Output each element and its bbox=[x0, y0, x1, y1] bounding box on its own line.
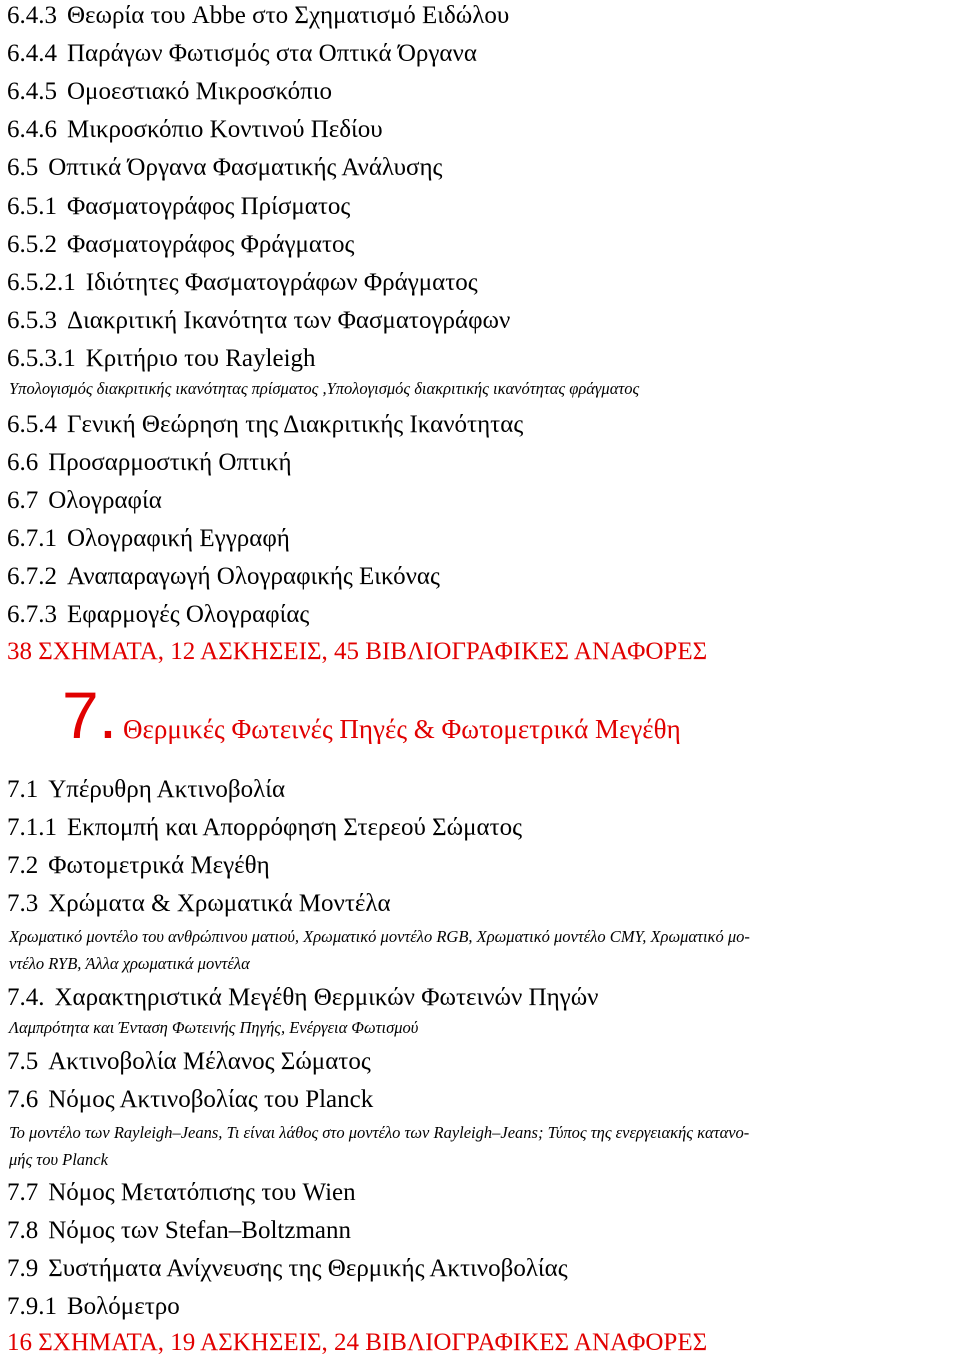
toc-entry-6-5 bbox=[7, 155, 442, 180]
toc-number: 6.5.2 bbox=[7, 231, 57, 258]
chapter-6-summary: 38 ΣΧΗΜΑΤΑ, 12 ΑΣΚΗΣΕΙΣ, 45 ΒΙΒΛΙΟΓΡΑΦΙΚΕΣ ΑΝΑΦΟΡΕΣ bbox=[7, 638, 708, 665]
toc-subtopics-planck: Το μοντέλο των Rayleigh–Jeans, Τι είναι λάθος στο μοντέλο των Rayleigh–Jeans; Τύπος της ενεργειακής κατανο- μής του Planck bbox=[9, 1123, 750, 1169]
toc-entry-7-8 bbox=[7, 1218, 351, 1243]
toc-title: Διακριτική Ικανότητα των Φασματογράφων bbox=[67, 307, 511, 334]
toc-number: 6.4.4 bbox=[7, 40, 57, 67]
toc-title: Νόμος των Stefan–Boltzmann bbox=[48, 1217, 351, 1244]
toc-title: Αναπαραγωγή Ολογραφικής Εικόνας bbox=[67, 563, 440, 590]
toc-title: Παράγων Φωτισμός στα Οπτικά Όργανα bbox=[67, 40, 477, 67]
toc-title: Μικροσκόπιο Κοντινού Πεδίου bbox=[67, 116, 383, 143]
toc-entry-6-4-6 bbox=[7, 117, 383, 142]
toc-title: Ιδιότητες Φασματογράφων Φράγματος bbox=[85, 269, 478, 296]
toc-number: 6.6 bbox=[7, 449, 39, 476]
chapter-number: 7. bbox=[62, 678, 118, 752]
toc-title: Εφαρμογές Ολογραφίας bbox=[67, 601, 310, 628]
toc-title: Εκπομπή και Απορρόφηση Στερεού Σώματος bbox=[67, 814, 523, 841]
toc-number: 6.4.3 bbox=[7, 2, 57, 29]
toc-entry-6-7-3 bbox=[7, 602, 309, 627]
toc-entry-7-5 bbox=[7, 1049, 371, 1074]
toc-entry-6-4-4 bbox=[7, 41, 477, 66]
toc-title: Βολόμετρο bbox=[67, 1293, 180, 1320]
toc-entry-6-7 bbox=[7, 488, 162, 513]
toc-title: Κριτήριο του Rayleigh bbox=[85, 345, 316, 372]
toc-number: 6.5.2.1 bbox=[7, 269, 76, 296]
toc-number: 6.5.3 bbox=[7, 307, 57, 334]
toc-number: 7.3 bbox=[7, 890, 39, 917]
toc-number: 6.7.3 bbox=[7, 601, 57, 628]
toc-title: Οπτικά Όργανα Φασματικής Ανάλυσης bbox=[48, 154, 443, 181]
toc-title: Ολογραφική Εγγραφή bbox=[67, 525, 290, 552]
toc-title: Νόμος Ακτινοβολίας του Planck bbox=[48, 1086, 374, 1113]
toc-entry-6-6 bbox=[7, 450, 292, 475]
chapter-7-heading bbox=[62, 678, 681, 752]
toc-number: 7.8 bbox=[7, 1217, 39, 1244]
toc-title: Φωτομετρικά Μεγέθη bbox=[48, 852, 270, 879]
toc-entry-6-5-1 bbox=[7, 194, 350, 219]
toc-entry-6-5-2-1 bbox=[7, 270, 478, 295]
toc-entry-7-7 bbox=[7, 1180, 356, 1205]
chapter-title: Θερμικές Φωτεινές Πηγές & Φωτομετρικά Μεγέθη bbox=[123, 714, 681, 744]
toc-subtopics-colour-models: Χρωματικό μοντέλο του ανθρώπινου ματιού, Χρωματικό μοντέλο RGB, Χρωματικό μοντέλο CMY, Χρωματικό μο- ντέλο RYB, Άλλα χρωματικά μοντέλα bbox=[9, 927, 750, 973]
toc-entry-6-5-3 bbox=[7, 308, 510, 333]
toc-entry-7-1-1 bbox=[7, 815, 522, 840]
toc-entry-6-5-2 bbox=[7, 232, 354, 257]
toc-number: 6.5.3.1 bbox=[7, 345, 76, 372]
toc-number: 6.7.2 bbox=[7, 563, 57, 590]
toc-number: 7.7 bbox=[7, 1179, 39, 1206]
toc-entry-6-7-2 bbox=[7, 564, 440, 589]
toc-number: 7.5 bbox=[7, 1048, 39, 1075]
toc-title: Προσαρμοστική Οπτική bbox=[48, 449, 292, 476]
toc-entry-7-6 bbox=[7, 1087, 373, 1112]
toc-title: Νόμος Μετατόπισης του Wien bbox=[48, 1179, 356, 1206]
toc-entry-6-5-4 bbox=[7, 412, 523, 437]
toc-title: Ομοεστιακό Μικροσκόπιο bbox=[67, 78, 333, 105]
toc-subtopics: Υπολογισμός διακριτικής ικανότητας πρίσματος ,Υπολογισμός διακριτικής ικανότητας φράγματος bbox=[9, 379, 640, 398]
chapter-7-summary: 16 ΣΧΗΜΑΤΑ, 19 ΑΣΚΗΣΕΙΣ, 24 ΒΙΒΛΙΟΓΡΑΦΙΚΕΣ ΑΝΑΦΟΡΕΣ bbox=[7, 1329, 708, 1356]
toc-number: 6.5 bbox=[7, 154, 39, 181]
toc-entry-6-4-3 bbox=[7, 3, 509, 28]
toc-number: 6.7 bbox=[7, 487, 39, 514]
toc-title: Γενική Θεώρηση της Διακριτικής Ικανότητας bbox=[67, 411, 524, 438]
toc-number: 6.7.1 bbox=[7, 525, 57, 552]
toc-entry-7-9-1 bbox=[7, 1294, 180, 1319]
toc-entry-7-9 bbox=[7, 1256, 568, 1281]
toc-number: 6.4.5 bbox=[7, 78, 57, 105]
toc-number: 7.9 bbox=[7, 1255, 39, 1282]
toc-entry-7-2 bbox=[7, 853, 270, 878]
toc-number: 7.1 bbox=[7, 776, 39, 803]
toc-entry-7-3 bbox=[7, 891, 391, 916]
toc-number: 7.4. bbox=[7, 984, 45, 1011]
toc-title: Φασματογράφος Φράγματος bbox=[67, 231, 355, 258]
toc-entry-7-1 bbox=[7, 777, 285, 802]
toc-entry-6-5-3-1 bbox=[7, 346, 316, 371]
toc-title: Ακτινοβολία Μέλανος Σώματος bbox=[48, 1048, 371, 1075]
toc-title: Υπέρυθρη Ακτινοβολία bbox=[48, 776, 286, 803]
toc-number: 7.1.1 bbox=[7, 814, 57, 841]
toc-title: Συστήματα Ανίχνευσης της Θερμικής Ακτινοβολίας bbox=[48, 1255, 568, 1282]
toc-title: Θεωρία του Abbe στο Σχηματισμό Ειδώλου bbox=[67, 2, 510, 29]
toc-title: Χρώματα & Χρωματικά Μοντέλα bbox=[48, 890, 391, 917]
toc-number: 6.5.4 bbox=[7, 411, 57, 438]
toc-number: 6.4.6 bbox=[7, 116, 57, 143]
toc-entry-7-4 bbox=[7, 985, 598, 1010]
toc-number: 7.2 bbox=[7, 852, 39, 879]
toc-title: Φασματογράφος Πρίσματος bbox=[67, 193, 351, 220]
toc-title: Ολογραφία bbox=[48, 487, 162, 514]
toc-number: 6.5.1 bbox=[7, 193, 57, 220]
toc-entry-6-7-1 bbox=[7, 526, 290, 551]
toc-subtopics-luminance: Λαμπρότητα και Ένταση Φωτεινής Πηγής, Ενέργεια Φωτισμού bbox=[9, 1018, 419, 1037]
toc-entry-6-4-5 bbox=[7, 79, 332, 104]
toc-number: 7.6 bbox=[7, 1086, 39, 1113]
toc-number: 7.9.1 bbox=[7, 1293, 57, 1320]
toc-title: Χαρακτηριστικά Μεγέθη Θερμικών Φωτεινών Πηγών bbox=[54, 984, 599, 1011]
